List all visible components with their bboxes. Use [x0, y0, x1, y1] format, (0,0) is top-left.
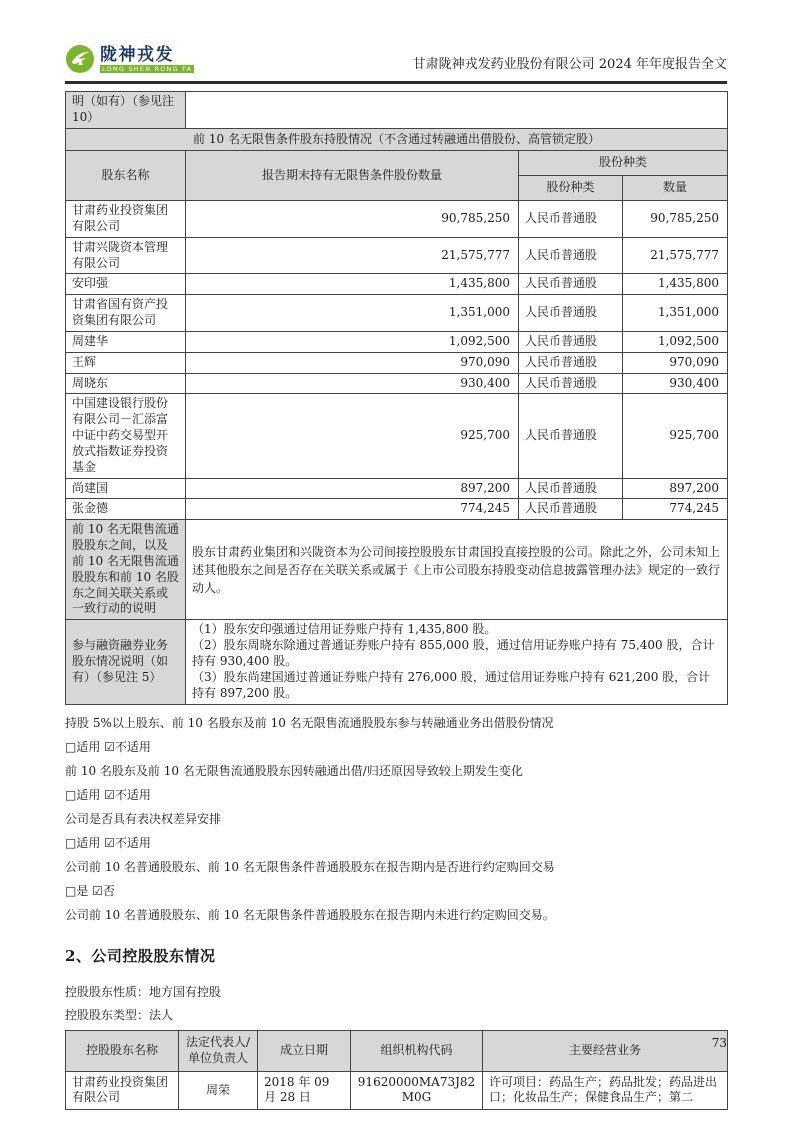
note-text: 公司前 10 名普通股股东、前 10 名无限售条件普通股股东在报告期内未进行约定购回交易。: [65, 907, 555, 922]
cell-share-class: 人民币普通股: [519, 237, 623, 274]
logo-text: [100, 46, 194, 73]
cell-shareholder-name: 尚建国: [66, 478, 186, 499]
relation-label: 前 10 名无限售流通股股东之间，以及前 10 名无限售流通股股东和前 10 名股东之间关联关系或一致行动的说明: [66, 520, 186, 620]
table-row: [66, 373, 728, 394]
table-row: [66, 499, 728, 520]
cell-quantity: 774,245: [623, 499, 728, 520]
note-text: 前 10 名股东及前 10 名无限售流通股股东因转融通出借/归还原因导致较上期发生变化: [65, 763, 523, 778]
table-row: [66, 331, 728, 352]
cell-quantity: 930,400: [623, 373, 728, 394]
checkbox-line: □适用 ☑不适用: [65, 835, 151, 850]
cell-shareholder-name: 甘肃兴陇资本管理有限公司: [66, 237, 186, 274]
cell-shares: 774,245: [186, 499, 519, 520]
note-text: 公司是否具有表决权差异安排: [65, 811, 222, 826]
cell-legal-rep: 周荣: [179, 1071, 258, 1110]
cell-quantity: 1,435,800: [623, 274, 728, 295]
cell-shareholder-name: 安印强: [66, 274, 186, 295]
table-row: [66, 1071, 728, 1110]
note-text: 公司前 10 名普通股股东、前 10 名无限售条件普通股股东在报告期内是否进行约定购回交易: [65, 859, 555, 874]
margin-trading-row: [66, 620, 728, 705]
cell-quantity: 1,092,500: [623, 331, 728, 352]
table-row: [66, 352, 728, 373]
cell-share-class: 人民币普通股: [519, 478, 623, 499]
margin-line-1: （1）股东安印强通过信用证券账户持有 1,435,800 股。: [192, 622, 497, 637]
cell-shareholder-name: 王辉: [66, 352, 186, 373]
col-header-shares: 报告期末持有无限售条件股份数量: [186, 151, 519, 201]
cell-share-class: 人民币普通股: [519, 331, 623, 352]
cell-share-class: 人民币普通股: [519, 394, 623, 478]
col-header-quantity: 数量: [623, 176, 728, 201]
company-logo: [65, 44, 194, 74]
col-header-shareholder: 股东名称: [66, 151, 186, 201]
margin-line-2: （2）股东周晓东除通过普通证券账户持有 855,000 股，通过信用证券账户持有 75,400 股，合计持有 930,400 股。: [192, 638, 715, 669]
margin-trading-text: [186, 620, 728, 705]
table-row: [66, 274, 728, 295]
col-header-share-class: 股份种类: [519, 176, 623, 201]
cell-org-code: 91620000MA73J82M0G: [351, 1071, 483, 1110]
cell-shares: 970,090: [186, 352, 519, 373]
table-section-title: 前 10 名无限售条件股东持股情况（不含通过转融通出借股份、高管锁定股）: [66, 128, 728, 151]
col-header-founded: 成立日期: [258, 1030, 351, 1071]
note-carryover-value: [186, 92, 728, 129]
cell-shareholder-name: 中国建设银行股份有限公司－汇添富中证中药交易型开放式指数证券投资基金: [66, 394, 186, 478]
margin-trading-label: 参与融资融券业务股东情况说明（如有）（参见注 5）: [66, 620, 186, 705]
cell-shares: 21,575,777: [186, 237, 519, 274]
table-row: [66, 394, 728, 478]
table-row: [66, 478, 728, 499]
margin-line-3: （3）股东尚建国通过普通证券账户持有 276,000 股，通过信用证券账户持有 621,200 股，合计持有 897,200 股。: [192, 670, 711, 700]
cell-shareholder-name: 甘肃药业投资集团有限公司: [66, 201, 186, 238]
table-row: [66, 201, 728, 238]
cell-shareholder-name: 周建华: [66, 331, 186, 352]
section-heading-controlling-shareholder: 2、公司控股股东情况: [65, 946, 216, 965]
cell-founded: 2018 年 09 月 28 日: [258, 1071, 351, 1110]
cell-share-class: 人民币普通股: [519, 201, 623, 238]
table-header-row: [66, 151, 728, 176]
cell-business: 许可项目：药品生产；药品批发；药品进出口；化妆品生产；保健食品生产；第二: [483, 1071, 728, 1110]
cell-quantity: 970,090: [623, 352, 728, 373]
cell-share-class: 人民币普通股: [519, 295, 623, 332]
checkbox-line: □适用 ☑不适用: [65, 787, 151, 802]
col-header-legal-rep: 法定代表人/单位负责人: [179, 1030, 258, 1071]
cell-share-class: 人民币普通股: [519, 373, 623, 394]
report-title: 甘肃陇神戎发药业股份有限公司 2024 年年度报告全文: [412, 57, 727, 72]
col-header-org-code: 组织机构代码: [351, 1030, 483, 1071]
cell-name: 甘肃药业投资集团有限公司: [66, 1071, 179, 1110]
table-row: [66, 295, 728, 332]
note-text: 持股 5%以上股东、前 10 名股东及前 10 名无限售流通股股东参与转融通业务出借股份情况: [65, 715, 554, 730]
cell-quantity: 925,700: [623, 394, 728, 478]
col-header-name: 控股股东名称: [66, 1030, 179, 1071]
cell-shares: 897,200: [186, 478, 519, 499]
cell-shareholder-name: 张金德: [66, 499, 186, 520]
logo-icon: [65, 44, 95, 74]
cell-share-class: 人民币普通股: [519, 499, 623, 520]
cell-shares: 930,400: [186, 373, 519, 394]
note-carryover-row: [66, 92, 728, 129]
cell-shares: 1,435,800: [186, 274, 519, 295]
controlling-shareholder-table: [65, 1030, 728, 1110]
cell-shareholder-name: 周晓东: [66, 373, 186, 394]
logo-cn-name: 陇神戎发: [100, 44, 174, 65]
note-carryover-label: 明（如有）（参见注 10）: [66, 92, 186, 129]
table-row: [66, 237, 728, 274]
cell-shares: 925,700: [186, 394, 519, 478]
col-header-business: 主要经营业务: [483, 1030, 728, 1071]
page-header: [65, 44, 727, 84]
col-header-share-class-group: 股份种类: [519, 151, 728, 176]
cell-quantity: 21,575,777: [623, 237, 728, 274]
cell-quantity: 1,351,000: [623, 295, 728, 332]
logo-en-name: LONG SHEN RONG FA: [102, 64, 193, 73]
table-header-row: [66, 1030, 728, 1071]
cell-quantity: 90,785,250: [623, 201, 728, 238]
checkbox-line: □适用 ☑不适用: [65, 739, 151, 754]
cell-shares: 1,092,500: [186, 331, 519, 352]
cell-share-class: 人民币普通股: [519, 274, 623, 295]
controlling-shareholder-type: 控股股东类型：法人: [65, 1007, 174, 1022]
cell-shareholder-name: 甘肃省国有资产投资集团有限公司: [66, 295, 186, 332]
controlling-shareholder-nature: 控股股东性质：地方国有控股: [65, 984, 222, 999]
cell-quantity: 897,200: [623, 478, 728, 499]
cell-shares: 1,351,000: [186, 295, 519, 332]
checkbox-line: □是 ☑否: [65, 883, 115, 898]
table-section-row: [66, 128, 728, 151]
unrestricted-shareholders-table: [65, 91, 728, 705]
cell-share-class: 人民币普通股: [519, 352, 623, 373]
relation-row: [66, 520, 728, 620]
cell-shares: 90,785,250: [186, 201, 519, 238]
relation-text: 股东甘肃药业集团和兴陇资本为公司间接控股股东甘肃国投直接控股的公司。除此之外，公司未知上述其他股东之间是否存在关联关系或属于《上市公司股东持股变动信息披露管理办法》规定的一致行动人。: [186, 520, 728, 620]
applicability-notes: [65, 715, 727, 923]
page-number: 73: [711, 1036, 727, 1050]
